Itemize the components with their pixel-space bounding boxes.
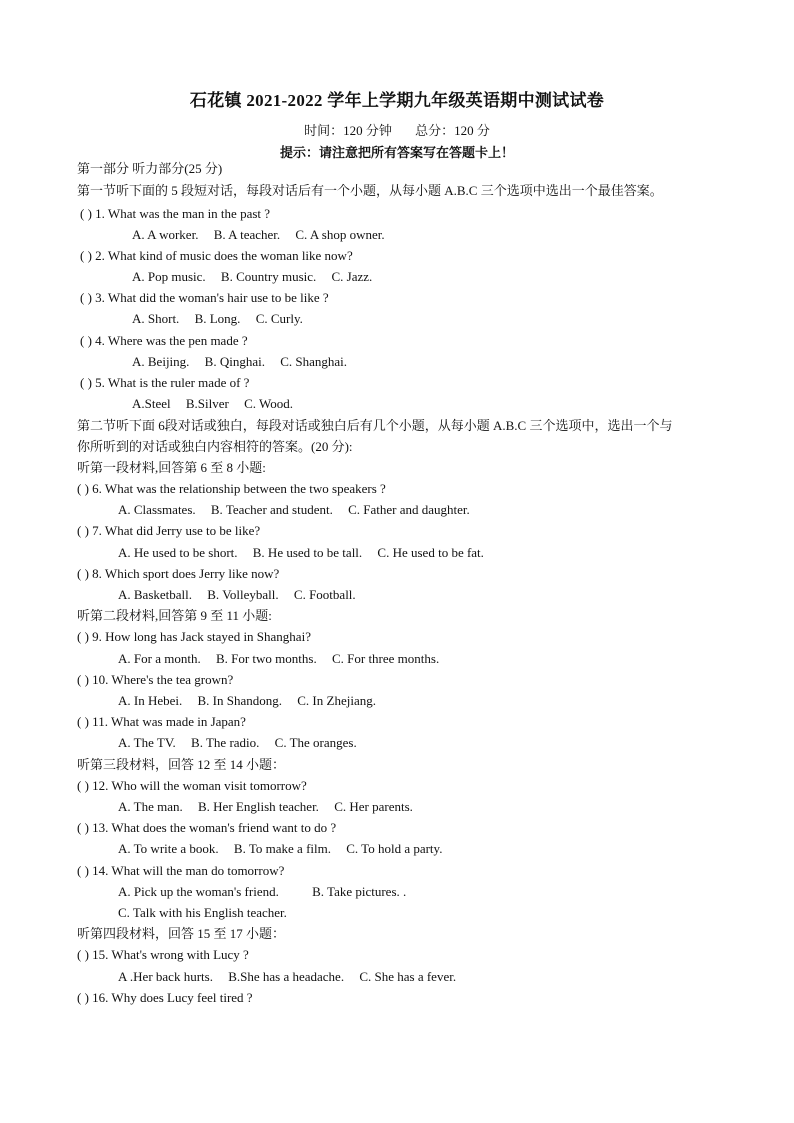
section2-instruction-2: 你所听到的对话或独白内容相符的答案。(20 分): bbox=[77, 439, 353, 454]
question-11 bbox=[77, 713, 246, 731]
question-13 bbox=[77, 819, 336, 837]
option-b: B. Long. bbox=[194, 311, 241, 326]
option-c: C. Shanghai. bbox=[280, 354, 348, 369]
option-b: B. Volleyball. bbox=[207, 587, 279, 602]
option-b: B. To make a film. bbox=[233, 841, 331, 856]
question-16 bbox=[77, 989, 253, 1007]
options-1 bbox=[132, 226, 397, 244]
option-b: B. In Shandong. bbox=[197, 693, 283, 708]
question-text: 14. What will the man do tomorrow? bbox=[92, 863, 285, 878]
option-c: C. He used to be fat. bbox=[377, 545, 484, 560]
answer-bracket: ( ) bbox=[80, 206, 92, 221]
option-c: C. Curly. bbox=[255, 311, 303, 326]
option-a: A. Basketball. bbox=[118, 587, 193, 602]
question-text: 16. Why does Lucy feel tired ? bbox=[92, 990, 253, 1005]
option-b: B. Qinghai. bbox=[204, 354, 265, 369]
option-a: A. Short. bbox=[132, 311, 180, 326]
options-13 bbox=[118, 840, 454, 858]
option-b: B. Her English teacher. bbox=[198, 799, 319, 814]
option-c: C. A shop owner. bbox=[295, 227, 385, 242]
options-8 bbox=[118, 586, 368, 604]
option-a: A. To write a book. bbox=[118, 841, 219, 856]
question-6 bbox=[77, 480, 386, 498]
option-a: A. Classmates. bbox=[118, 502, 196, 517]
option-a: A. Beijing. bbox=[132, 354, 190, 369]
option-c: C. For three months. bbox=[331, 651, 440, 666]
option-b: B.She has a headache. bbox=[228, 969, 345, 984]
options-2 bbox=[132, 268, 384, 286]
option-b: B. He used to be tall. bbox=[252, 545, 363, 560]
answer-bracket: ( ) bbox=[80, 333, 92, 348]
question-text: 10. Where's the tea grown? bbox=[92, 672, 234, 687]
answer-bracket: ( ) bbox=[80, 290, 92, 305]
options-14 bbox=[118, 883, 418, 901]
exam-score: 总分：120 分 bbox=[415, 123, 490, 138]
question-text: 13. What does the woman's friend want to do ? bbox=[92, 820, 337, 835]
answer-bracket: ( ) bbox=[77, 481, 89, 496]
question-text: 6. What was the relationship between the two speakers ? bbox=[92, 481, 386, 496]
options-12 bbox=[118, 798, 425, 816]
question-4 bbox=[80, 332, 248, 350]
answer-bracket: ( ) bbox=[77, 566, 89, 581]
question-text: 3. What did the woman's hair use to be like ? bbox=[95, 290, 329, 305]
options-3 bbox=[132, 310, 315, 328]
option-c: C. Talk with his English teacher. bbox=[118, 905, 287, 920]
answer-bracket: ( ) bbox=[77, 629, 89, 644]
option-b: B. Take pictures. . bbox=[312, 884, 407, 899]
option-a: A .Her back hurts. bbox=[118, 969, 213, 984]
question-8 bbox=[77, 565, 279, 583]
answer-bracket: ( ) bbox=[77, 947, 89, 962]
question-text: 1. What was the man in the past ? bbox=[95, 206, 271, 221]
group-label-4: 听第四段材料，回答 15 至 17 小题： bbox=[77, 926, 286, 941]
option-c: C. Football. bbox=[293, 587, 356, 602]
option-c: C. To hold a party. bbox=[346, 841, 443, 856]
option-a: A. The man. bbox=[118, 799, 183, 814]
question-5 bbox=[80, 374, 249, 392]
question-12 bbox=[77, 777, 307, 795]
answer-bracket: ( ) bbox=[77, 672, 89, 687]
option-c: C. In Zhejiang. bbox=[297, 693, 376, 708]
option-b: B.Silver bbox=[185, 396, 229, 411]
question-1 bbox=[80, 205, 270, 223]
option-a: A. He used to be short. bbox=[118, 545, 238, 560]
question-text: 12. Who will the woman visit tomorrow? bbox=[92, 778, 307, 793]
option-b: B. Teacher and student. bbox=[210, 502, 333, 517]
exam-meta bbox=[0, 120, 794, 139]
options-15 bbox=[118, 968, 468, 986]
group-label-2: 听第二段材料,回答第 9 至 11 小题: bbox=[77, 608, 272, 623]
option-b: B. A teacher. bbox=[213, 227, 281, 242]
question-2 bbox=[80, 247, 353, 265]
answer-bracket: ( ) bbox=[77, 714, 89, 729]
question-text: 5. What is the ruler made of ? bbox=[95, 375, 250, 390]
question-9 bbox=[77, 628, 311, 646]
question-text: 2. What kind of music does the woman like now? bbox=[95, 248, 353, 263]
option-a: A.Steel bbox=[132, 396, 171, 411]
option-c: C. She has a fever. bbox=[359, 969, 457, 984]
part1-heading: 第一部分 听力部分(25 分) bbox=[77, 161, 223, 176]
option-c: C. Jazz. bbox=[331, 269, 373, 284]
option-a: A. For a month. bbox=[118, 651, 201, 666]
options-7 bbox=[118, 544, 496, 562]
option-b: B. The radio. bbox=[191, 735, 260, 750]
group-label-1: 听第一段材料,回答第 6 至 8 小题: bbox=[77, 460, 266, 475]
option-c: C. Wood. bbox=[244, 396, 294, 411]
option-a: A. In Hebei. bbox=[118, 693, 183, 708]
answer-bracket: ( ) bbox=[80, 375, 92, 390]
options-11 bbox=[118, 734, 369, 752]
question-text: 11. What was made in Japan? bbox=[92, 714, 246, 729]
option-b: B. For two months. bbox=[215, 651, 317, 666]
answer-bracket: ( ) bbox=[77, 523, 89, 538]
options-5 bbox=[132, 395, 305, 413]
question-text: 9. How long has Jack stayed in Shanghai? bbox=[92, 629, 311, 644]
question-text: 8. Which sport does Jerry like now? bbox=[92, 566, 280, 581]
question-3 bbox=[80, 289, 329, 307]
option-c: C. Father and daughter. bbox=[348, 502, 470, 517]
section2-instruction-1: 第二节听下面 6段对话或独白，每段对话或独白后有几个小题，从每小题 A.B.C 三个选项中，选出一个与 bbox=[77, 418, 673, 433]
question-7 bbox=[77, 522, 260, 540]
answer-bracket: ( ) bbox=[77, 863, 89, 878]
question-14 bbox=[77, 862, 284, 880]
question-text: 7. What did Jerry use to be like? bbox=[92, 523, 261, 538]
answer-bracket: ( ) bbox=[77, 990, 89, 1005]
answer-bracket: ( ) bbox=[80, 248, 92, 263]
option-a: A. Pop music. bbox=[132, 269, 206, 284]
options-14-c bbox=[118, 904, 299, 922]
question-10 bbox=[77, 671, 233, 689]
option-a: A. Pick up the woman's friend. bbox=[118, 884, 279, 899]
answer-bracket: ( ) bbox=[77, 820, 89, 835]
option-a: A. The TV. bbox=[118, 735, 176, 750]
group-label-3: 听第三段材料，回答 12 至 14 小题： bbox=[77, 757, 286, 772]
option-b: B. Country music. bbox=[220, 269, 317, 284]
options-10 bbox=[118, 692, 388, 710]
options-9 bbox=[118, 650, 451, 668]
option-c: C. The oranges. bbox=[274, 735, 357, 750]
question-15 bbox=[77, 946, 249, 964]
answer-bracket: ( ) bbox=[77, 778, 89, 793]
section1-instruction: 第一节听下面的 5 段短对话，每段对话后有一个小题，从每小题 A.B.C 三个选项中选出一个最佳答案。 bbox=[77, 183, 663, 198]
options-4 bbox=[132, 353, 359, 371]
question-text: 15. What's wrong with Lucy ? bbox=[92, 947, 249, 962]
question-text: 4. Where was the pen made ? bbox=[95, 333, 248, 348]
exam-hint: 提示：请注意把所有答案写在答题卡上！ bbox=[279, 145, 514, 160]
options-6 bbox=[118, 501, 482, 519]
exam-title: 石花镇 2021-2022 学年上学期九年级英语期中测试试卷 bbox=[189, 91, 605, 110]
option-a: A. A worker. bbox=[132, 227, 199, 242]
option-c: C. Her parents. bbox=[334, 799, 413, 814]
exam-time: 时间：120 分钟 bbox=[304, 123, 392, 138]
